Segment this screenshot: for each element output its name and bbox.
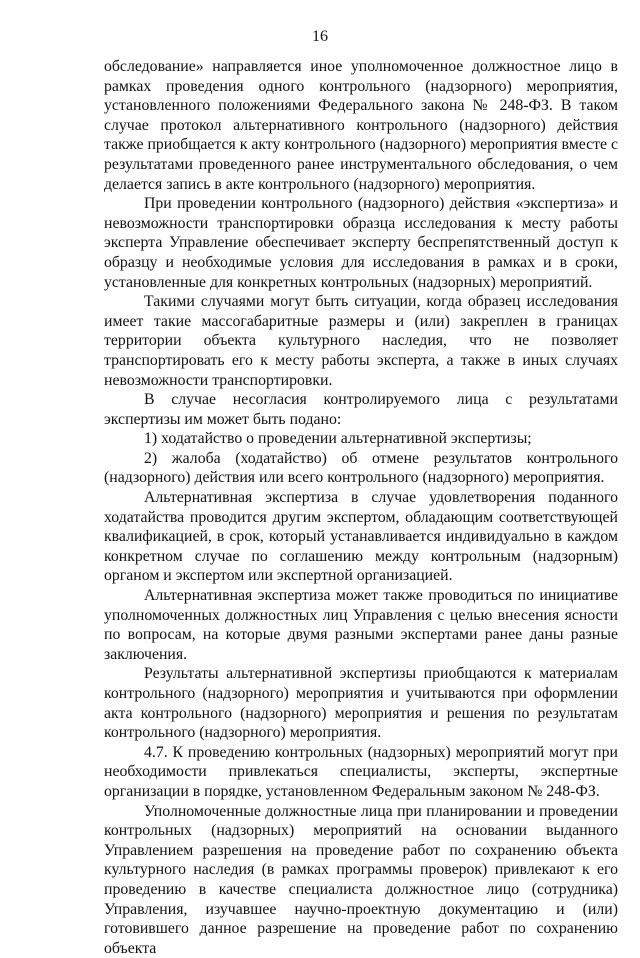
paragraph-transport-cases: Такими случаями могут быть ситуации, когда образец исследования имеет такие массогабаритные размеры и (или) закреплен в границах территории объекта культурного наследия, что не позволяет транспортировать его к месту работы эксперта, а также в иных случаях невозможности транспортировки.: [104, 293, 618, 389]
document-body: [104, 57, 618, 958]
paragraph-results: Результаты альтернативной экспертизы приобщаются к материалам контрольного (надзорного) мероприятия и учитываются при оформлении акта контрольного (надзорного) мероприятия и решения по результатам контрольного (надзорного) мероприятия.: [104, 665, 618, 742]
paragraph-initiative: Альтернативная экспертиза может также проводиться по инициативе уполномоченных должностных лиц Управления с целью внесения ясности по вопросам, на которые двумя разными экспертами ранее даны разные заключения.: [104, 587, 618, 663]
paragraph-officials: Уполномоченные должностные лица при планировании и проведении контрольных (надзорных) мероприятий на основании выданного Управлением разрешения на проведение работ по сохранению объекта культурного наследия (в рамках программы проверок) привлекают к его проведению в качестве специалиста должностное лицо (сотрудника) Управления, изучавшее научно-проектную документацию и (или) готовившего данное разрешение на проведение работ по сохранению объекта: [104, 802, 618, 957]
paragraph-alternative-expertise: Альтернативная экспертиза в случае удовлетворения поданного ходатайства проводится другим экспертом, обладающим соответствующей квалификацией, в срок, который устанавливается индивидуально в каждом конкретном случае по соглашению между контрольным (надзорным) органом и экспертом или экспертной организацией.: [104, 489, 618, 585]
paragraph-section-4-7: 4.7. К проведению контрольных (надзорных) мероприятий могут при необходимости привлекаться специалисты, эксперты, экспертные организации в порядке, установленном Федеральным законом № 248-ФЗ.: [104, 743, 618, 800]
list-item-1: 1) ходатайство о проведении альтернативной экспертизы;: [144, 430, 532, 448]
paragraph-expertise-access: При проведении контрольного (надзорного) действия «экспертиза» и невозможности транспортировки образца исследования к месту работы эксперта Управление обеспечивает эксперту беспрепятственный доступ к образцу и необходимые условия для исследования в рамках и в сроки, установленные для конкретных контрольных (надзорных) мероприятий.: [104, 195, 618, 291]
list-item-2: 2) жалоба (ходатайство) об отмене результатов контрольного (надзорного) действия или всего контрольного (надзорного) мероприятия.: [104, 449, 618, 487]
paragraph-disagreement: В случае несогласия контролируемого лица с результатами экспертизы им может быть подано:: [104, 391, 618, 428]
page-number: 16: [312, 28, 328, 45]
paragraph-continuation: обследование» направляется иное уполномоченное должностное лицо в рамках проведения одного контрольного (надзорного) мероприятия, установленного положениями Федерального закона № 248-ФЗ. В таком случае протокол альтернативного контрольного (надзорного) действия также приобщается к акту контрольного (надзорного) мероприятия вместе с результатами проведенного ранее инструментального обследования, о чем делается запись в акте контрольного (надзорного) мероприятия.: [104, 58, 618, 193]
